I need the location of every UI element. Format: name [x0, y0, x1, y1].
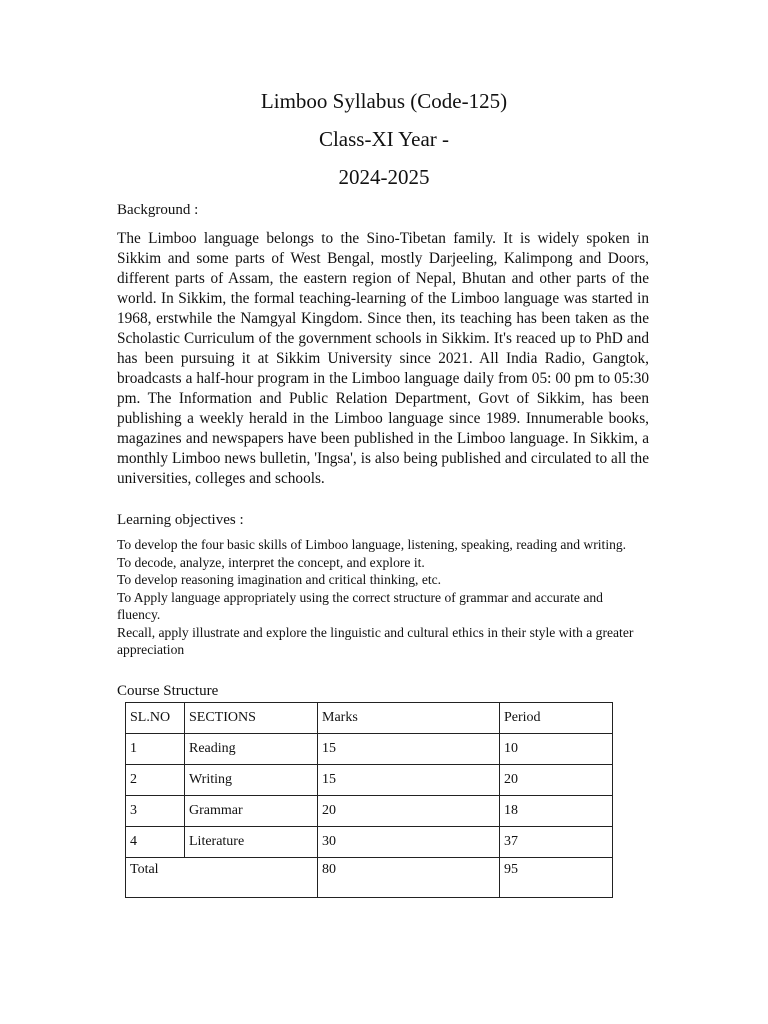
- list-item: To develop reasoning imagination and critical thinking, etc.: [117, 572, 442, 587]
- table-cell: Reading: [185, 734, 318, 765]
- total-label: Total: [126, 858, 318, 898]
- table-cell: 30: [318, 827, 500, 858]
- table-cell: 20: [318, 796, 500, 827]
- total-marks: 80: [318, 858, 500, 898]
- table-row: [126, 734, 613, 765]
- table-cell: 2: [126, 765, 185, 796]
- table-cell: 15: [318, 765, 500, 796]
- table-cell: Grammar: [185, 796, 318, 827]
- list-item: To Apply language appropriately using the correct structure of grammar and accurate and fluency.: [117, 589, 603, 622]
- list-item: To decode, analyze, interpret the concept, and explore it.: [117, 554, 425, 570]
- table-cell: 15: [318, 734, 500, 765]
- class-line: Class-XI Year -: [318, 127, 450, 151]
- header-marks: Marks: [318, 703, 500, 734]
- table-header-row: [126, 703, 613, 734]
- table-row: [126, 765, 613, 796]
- table-row: [126, 796, 613, 827]
- learning-objectives-list: [117, 536, 637, 659]
- table-cell: 4: [126, 827, 185, 858]
- list-item: To develop the four basic skills of Limboo language, listening, speaking, reading and writing.: [117, 537, 627, 552]
- academic-year: 2024-2025: [338, 165, 430, 189]
- total-row: [126, 858, 613, 898]
- background-heading: Background :: [117, 202, 199, 218]
- list-item: Recall, apply illustrate and explore the linguistic and cultural ethics in their style with a greater appreciation: [117, 624, 634, 657]
- table-cell: 20: [500, 765, 613, 796]
- header-period: Period: [500, 703, 613, 734]
- header-sl-no: SL.NO: [126, 703, 185, 734]
- learning-objectives-heading: Learning objectives :: [117, 512, 244, 528]
- header-sections: SECTIONS: [185, 703, 318, 734]
- table-cell: 3: [126, 796, 185, 827]
- table-cell: 10: [500, 734, 613, 765]
- total-period: 95: [500, 858, 613, 898]
- table-cell: Literature: [185, 827, 318, 858]
- background-paragraph: The Limboo language belongs to the Sino-Tibetan family. It is widely spoken in Sikkim and some parts of West Bengal, mostly Darjeeling, Kalimpong and Doors, different parts of Assam, the eastern region of Nepal, Bhutan and other parts of the world. In Sikkim, the formal teaching-learning of the Limboo language was started in 1968, erstwhile the Namgyal Kingdom. Since then, its teaching has been taken as the Scholastic Curriculum of the government schools in Sikkim. It's reaced up to PhD and has been pursuing it at Sikkim University since 2021. All India Radio, Gangtok, broadcasts a half-hour program in the Limboo language daily from 05: 00 pm to 05:30 pm. The Information and Public Relation Department, Govt of Sikkim, has been publishing a weekly herald in the Limboo language since 1989. Innumerable books, magazines and newspapers have been published in the Limboo language. In Sikkim, a monthly Limboo news bulletin, 'Ingsa', is also being published and circulated to all the universities, colleges and schools.: [117, 230, 649, 487]
- table-cell: 18: [500, 796, 613, 827]
- course-structure-heading: Course Structure: [117, 683, 219, 699]
- table-cell: 1: [126, 734, 185, 765]
- table-row: [126, 827, 613, 858]
- table-cell: Writing: [185, 765, 318, 796]
- course-structure-table: [125, 702, 613, 898]
- table-cell: 37: [500, 827, 613, 858]
- document-title: Limboo Syllabus (Code-125): [260, 89, 508, 113]
